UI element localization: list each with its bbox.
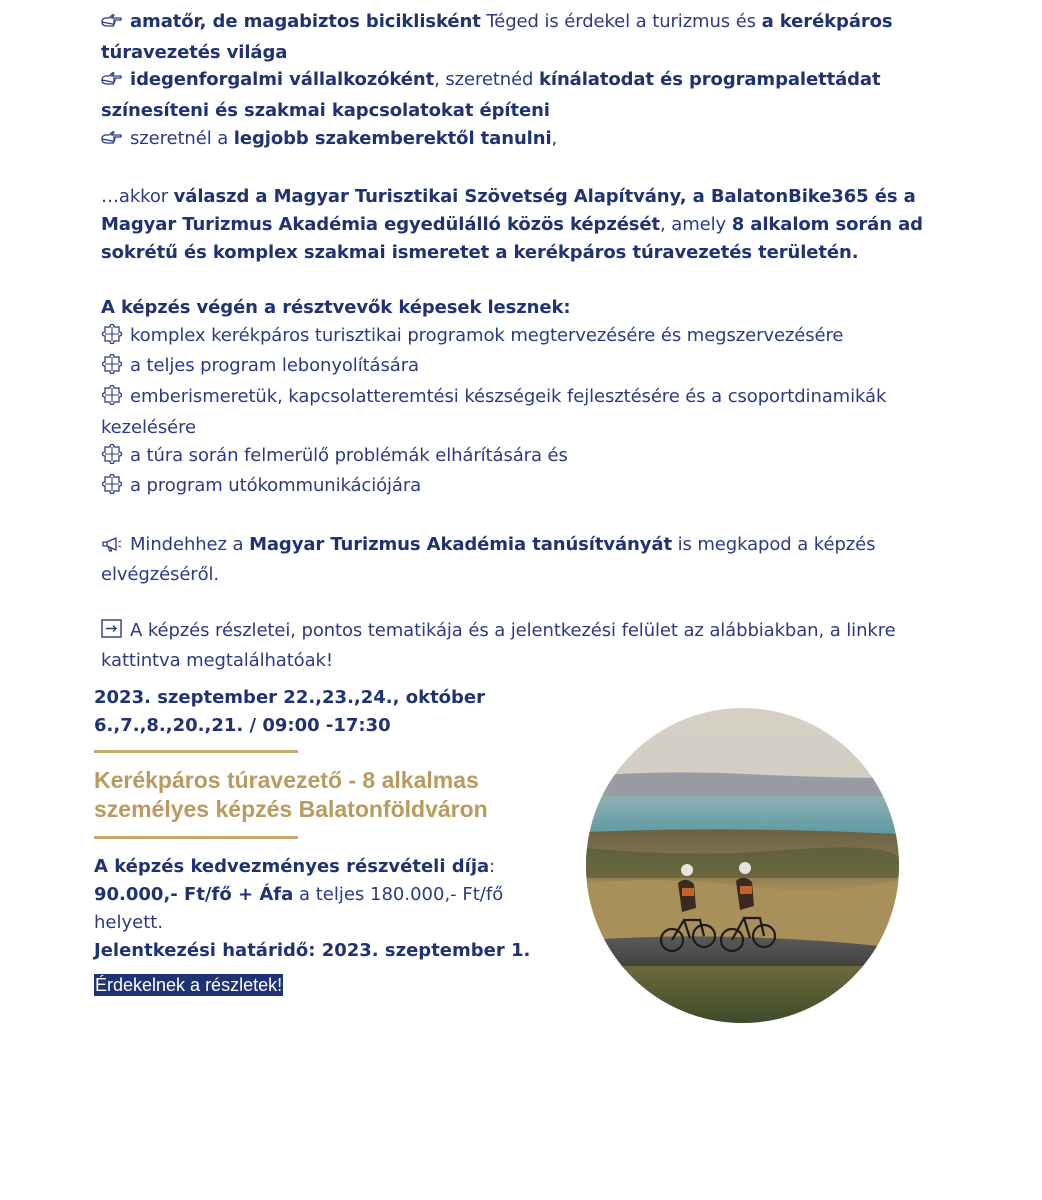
course-title-line: személyes képzés Balatonföldváron xyxy=(94,796,488,822)
price-plain: a teljes 180.000,- Ft/fő helyett. xyxy=(94,884,504,933)
outcome-item xyxy=(101,383,951,441)
pointing-hand-icon xyxy=(101,128,123,156)
right-arrow-box-icon xyxy=(101,619,123,648)
divider xyxy=(94,750,298,753)
outcome-item xyxy=(101,352,951,383)
audience-bold: kínálatodat és programpalettádat színesíteni és szakmai kapcsolatokat építeni xyxy=(101,69,881,122)
puzzle-icon xyxy=(101,324,123,353)
deadline xyxy=(94,937,534,965)
puzzle-icon xyxy=(101,354,123,383)
puzzle-icon xyxy=(101,474,123,503)
price-plain: : xyxy=(489,856,496,877)
audience-text: , xyxy=(551,127,558,149)
outcomes-heading-text: A képzés végén a résztvevők képesek lesznek: xyxy=(101,297,571,318)
event-dates-line: 6.,7.,8.,20.,21. / 09:00 -17:30 xyxy=(94,715,391,736)
details-text: A képzés részletei, pontos tematikája és a jelentkezési felület az alábbiakban, a linkre kattintva megtalálhatóak! xyxy=(101,619,896,672)
cyclists-photo xyxy=(586,708,899,1023)
price-text xyxy=(94,853,534,937)
outcomes-heading xyxy=(101,294,951,322)
pointing-hand-icon xyxy=(101,69,123,97)
offer-text: , amely xyxy=(660,213,732,235)
intro-section xyxy=(101,8,951,675)
certificate-text: Mindehhez a xyxy=(130,533,250,555)
audience-text: Téged is érdekel a turizmus és xyxy=(480,11,762,32)
divider xyxy=(94,836,298,839)
pointing-hand-icon xyxy=(101,11,123,39)
price-info xyxy=(94,853,534,965)
audience-bold: legjobb szakemberektől tanulni xyxy=(233,127,552,149)
audience-item xyxy=(101,125,951,156)
price-bold: 90.000,- Ft/fő + Áfa xyxy=(94,884,294,905)
audience-bold: idegenforgalmi vállalkozóként xyxy=(130,69,435,91)
outcome-text: a program utókommunikációjára xyxy=(130,475,422,497)
offer-text: …akkor xyxy=(101,186,174,208)
price-bold: A képzés kedvezményes részvételi díja xyxy=(94,856,490,877)
audience-text: , szeretnéd xyxy=(434,69,540,91)
outcome-item xyxy=(101,442,951,473)
outcome-item xyxy=(101,472,951,503)
course-title xyxy=(94,766,534,824)
event-dates-line: 2023. szeptember 22.,23.,24., október xyxy=(94,687,486,708)
certificate-bold: Magyar Turizmus Akadémia tanúsítványát xyxy=(249,533,672,555)
puzzle-icon xyxy=(101,444,123,473)
offer-bold: 8 alkalom során ad sokrétű és komplex szakmai ismeretet a kerékpáros túravezetés területén. xyxy=(101,213,923,263)
audience-text: szeretnél a xyxy=(130,127,234,149)
offer-bold: válaszd a Magyar Turisztikai Szövetség Alapítvány, a BalatonBike365 és a Magyar Turizmus Akadémia egyedülálló közös képzését xyxy=(101,186,916,235)
event-dates xyxy=(94,684,534,740)
outcome-text: a túra során felmerülő problémák elhárítására és xyxy=(130,444,568,466)
offer-paragraph xyxy=(101,183,951,266)
event-info xyxy=(94,684,534,1000)
details-link-button[interactable]: Érdekelnek a részletek! xyxy=(95,975,283,995)
deadline-text: Jelentkezési határidő: 2023. szeptember 1. xyxy=(94,940,531,961)
outcome-item xyxy=(101,322,951,353)
details-paragraph xyxy=(101,617,951,675)
outcomes-list xyxy=(101,322,951,503)
audience-item xyxy=(101,8,951,66)
puzzle-icon xyxy=(101,385,123,414)
course-title-line: Kerékpáros túravezető - 8 alkalmas xyxy=(94,767,479,793)
outcome-text: emberismeretük, kapcsolatteremtési készségeik fejlesztésére és a csoportdinamikák kezelésére xyxy=(101,386,887,438)
audience-bold: a kerékpáros túravezetés világa xyxy=(101,11,893,63)
audience-bold: amatőr, de magabiztos biciklisként xyxy=(130,11,481,32)
megaphone-icon xyxy=(101,534,123,562)
certificate-paragraph xyxy=(101,531,951,589)
audience-item xyxy=(101,66,951,124)
outcome-text: komplex kerékpáros turisztikai programok megtervezésére és megszervezésére xyxy=(130,324,844,346)
certificate-text: is megkapod a képzés elvégzéséről. xyxy=(101,533,876,586)
outcome-text: a teljes program lebonyolítására xyxy=(130,355,419,377)
